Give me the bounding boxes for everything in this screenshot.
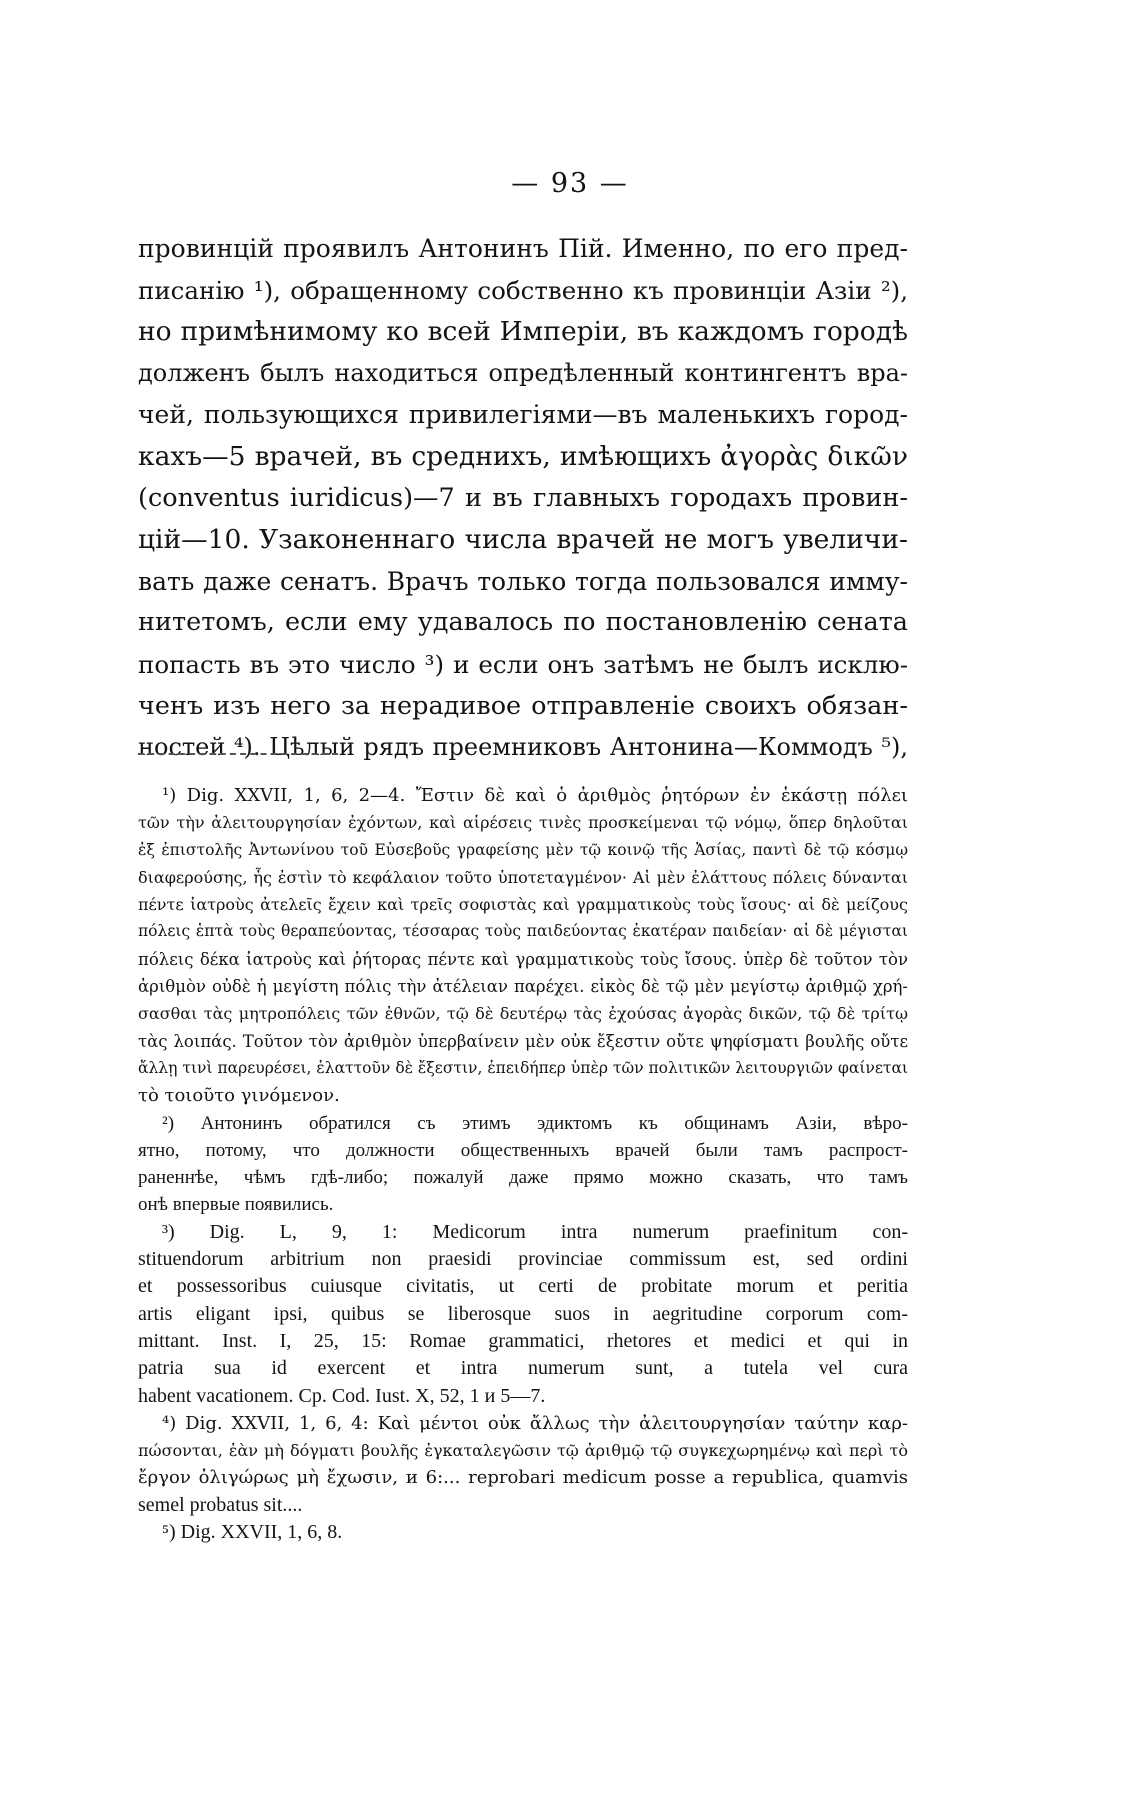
footnote-line: τὰς λοιπάς. Τοῦτον τὸν ἀριθμὸν ὑπερβαίνειν μὲν οὐκ ἔξεστιν οὔτε ψηφίσματι βουλῆς οὔτε [138,1031,908,1051]
footnote-line: ⁵) Dig. XXVII, 1, 6, 8. [162,1521,343,1544]
footnote-line: πόλεις ἑπτὰ τοὺς θεραπεύοντας, τέσσαρας τοὺς παιδεύοντας ἑκατέραν παιδείαν· αἱ δὲ μέγισται [138,922,908,941]
footnote-line: ἐξ ἐπιστολῆς Ἀντωνίνου τοῦ Εὐσεβοῦς γραφείσης μὲν τῷ κοινῷ τῆς Ἀσίας, παντὶ δὲ τῷ κόσμῳ [138,840,908,859]
footnote-line: πώσονται, ἐὰν μὴ δόγματι βουλῆς ἐγκαταλεγῶσιν τῷ ἀριθμῷ τῷ συγκεχωρημένῳ καὶ περὶ τὸ [138,1441,908,1461]
footnote-line: ⁴) Dig. XXVII, 1, 6, 4: Καὶ μέντοι οὐκ ἄλλως τὴν ἀλειτουργησίαν ταύτην καρ- [162,1412,908,1434]
footnote-line: ³) Dig. L, 9, 1: Medicorum intra numerum praefinitum con- [162,1220,908,1243]
footnote-line: διαφερούσης, ἧς ἐστὶν τὸ κεφάλαιον τοῦτο ὑποτεταγμένον· Αἱ μὲν ἐλάττους πόλεις δύνανται [138,867,908,887]
footnote-line: раненнѣе, чѣмъ гдѣ-либо; пожалуй даже прямо можно сказать, что тамъ [138,1167,908,1189]
footnote-line: σασθαι τὰς μητροπόλεις τῶν ἐθνῶν, τῷ δὲ δευτέρῳ τὰς ἐχούσας ἀγορὰς δικῶν, τῷ δὲ τρίτῳ [138,1004,908,1024]
footnote-line: et possessoribus cuiusque civitatis, ut certi de probitate morum et peritia [138,1275,908,1298]
footnote-line: ἔργον ὀλιγώρως μὴ ἔχωσιν, и 6:... reprobari medicum posse a republica, quamvis [138,1467,908,1489]
footnote-4 [138,1410,908,1519]
main-line: кахъ—5 врачей, въ среднихъ, имѣющихъ ἀγορὰς δικῶν [138,440,908,472]
main-line: (conventus iuridicus)—7 и въ главныхъ городахъ провин- [138,482,908,513]
footnote-line: πόλεις δέκα ἰατροὺς καὶ ῥήτορας πέντε καὶ γραμματικοὺς τοὺς ἴσους. ὑπὲρ δὲ τοῦτον τὸν [138,949,908,969]
footnote-line: stituendorum arbitrium non praesidi provinciae commissum est, sed ordini [138,1248,908,1271]
main-line: но примѣнимому ко всей Имперіи, въ каждомъ городѣ [138,316,908,348]
footnote-line: ἄλλῃ τινὶ παρευρέσει, ἐλαττοῦν δὲ ἔξεστιν, ἐπειδήπερ ὑπὲρ τῶν πολιτικῶν λειτουργιῶν φαίνεται [138,1058,908,1077]
footnote-line: mittant. Inst. I, 25, 15: Romae grammatici, rhetores et medici et qui in [138,1329,908,1352]
main-line: чей, пользующихся привилегіями—въ маленькихъ город- [138,400,908,430]
main-line: провинцій проявилъ Антонинъ Пій. Именно, по его пред- [138,234,908,263]
footnote-line: τῶν τὴν ἀλειτουργησίαν ἐχόντων, καὶ αἱρέσεις τινὲς προσκείμεναι τῷ νόμῳ, ὅπερ δηλοῦται [138,813,908,833]
footnote-line: semel probatus sit.... [138,1493,303,1516]
footnote-1 [138,782,908,1110]
footnote-line: онѣ впервые появились. [138,1194,334,1216]
main-line: ностей ⁴). Цѣлый рядъ преемниковъ Антонина—Коммодъ ⁵), [138,733,908,762]
main-line: попасть въ это число ³) и если онъ затѣмъ не былъ исклю- [138,649,908,679]
footnote-line: πέντε ἰατροὺς ἀτελεῖς ἔχειν καὶ τρεῖς σοφιστὰς καὶ γραμματικοὺς τοὺς ἴσους· αἱ δὲ μείζους [138,895,908,915]
footnote-3 [138,1219,908,1410]
main-text [138,228,908,769]
footnote-line: ¹) Dig. XXVII, 1, 6, 2—4. Ἔστιν δὲ καὶ ὁ ἀριθμὸς ῥητόρων ἐν ἑκάστῃ πόλει [162,785,908,806]
main-line: писанію ¹), обращенному собственно къ провинціи Азіи ²), [138,275,908,305]
main-line: цій—10. Узаконеннаго числа врачей не могъ увеличи- [138,524,908,556]
page-number: — 93 — [511,168,629,199]
main-line: ченъ изъ него за нерадивое отправленіе своихъ обязан- [138,690,908,721]
main-line: нитетомъ, если ему удавалось по постановленію сената [138,607,908,638]
footnote-line: patria sua id exercent et intra numerum sunt, a tutela vel cura [138,1357,908,1380]
footnotes [138,782,908,1546]
footnote-line: ἀριθμὸν οὐδὲ ἡ μεγίστη πόλις τὴν ἀτέλειαν παρέχει. εἰκὸς δὲ τῷ μὲν μεγίστῳ ἀριθμῷ χρή- [138,977,908,997]
footnote-line: ²) Антонинъ обратился съ этимъ эдиктомъ къ общинамъ Азіи, вѣро- [162,1112,908,1134]
main-line: долженъ былъ находиться опредѣленный контингентъ вра- [138,358,908,387]
footnote-5 [138,1519,908,1546]
footnote-line: ятно, потому, что должности общественныхъ врачей были тамъ распрост- [138,1139,908,1161]
footnote-line: artis eligant ipsi, quibus se liberosque suos in aegritudine corporum com- [138,1302,908,1325]
footnote-line: habent vacationem. Cp. Cod. Iust. X, 52, 1 и 5—7. [138,1384,546,1407]
footnote-2 [138,1110,908,1219]
footnote-line: τὸ τοιοῦτο γινόμενον. [138,1085,340,1107]
main-line: вать даже сенатъ. Врачъ только тогда пользовался имму- [138,566,908,596]
footnote-separator-rule [138,753,338,755]
